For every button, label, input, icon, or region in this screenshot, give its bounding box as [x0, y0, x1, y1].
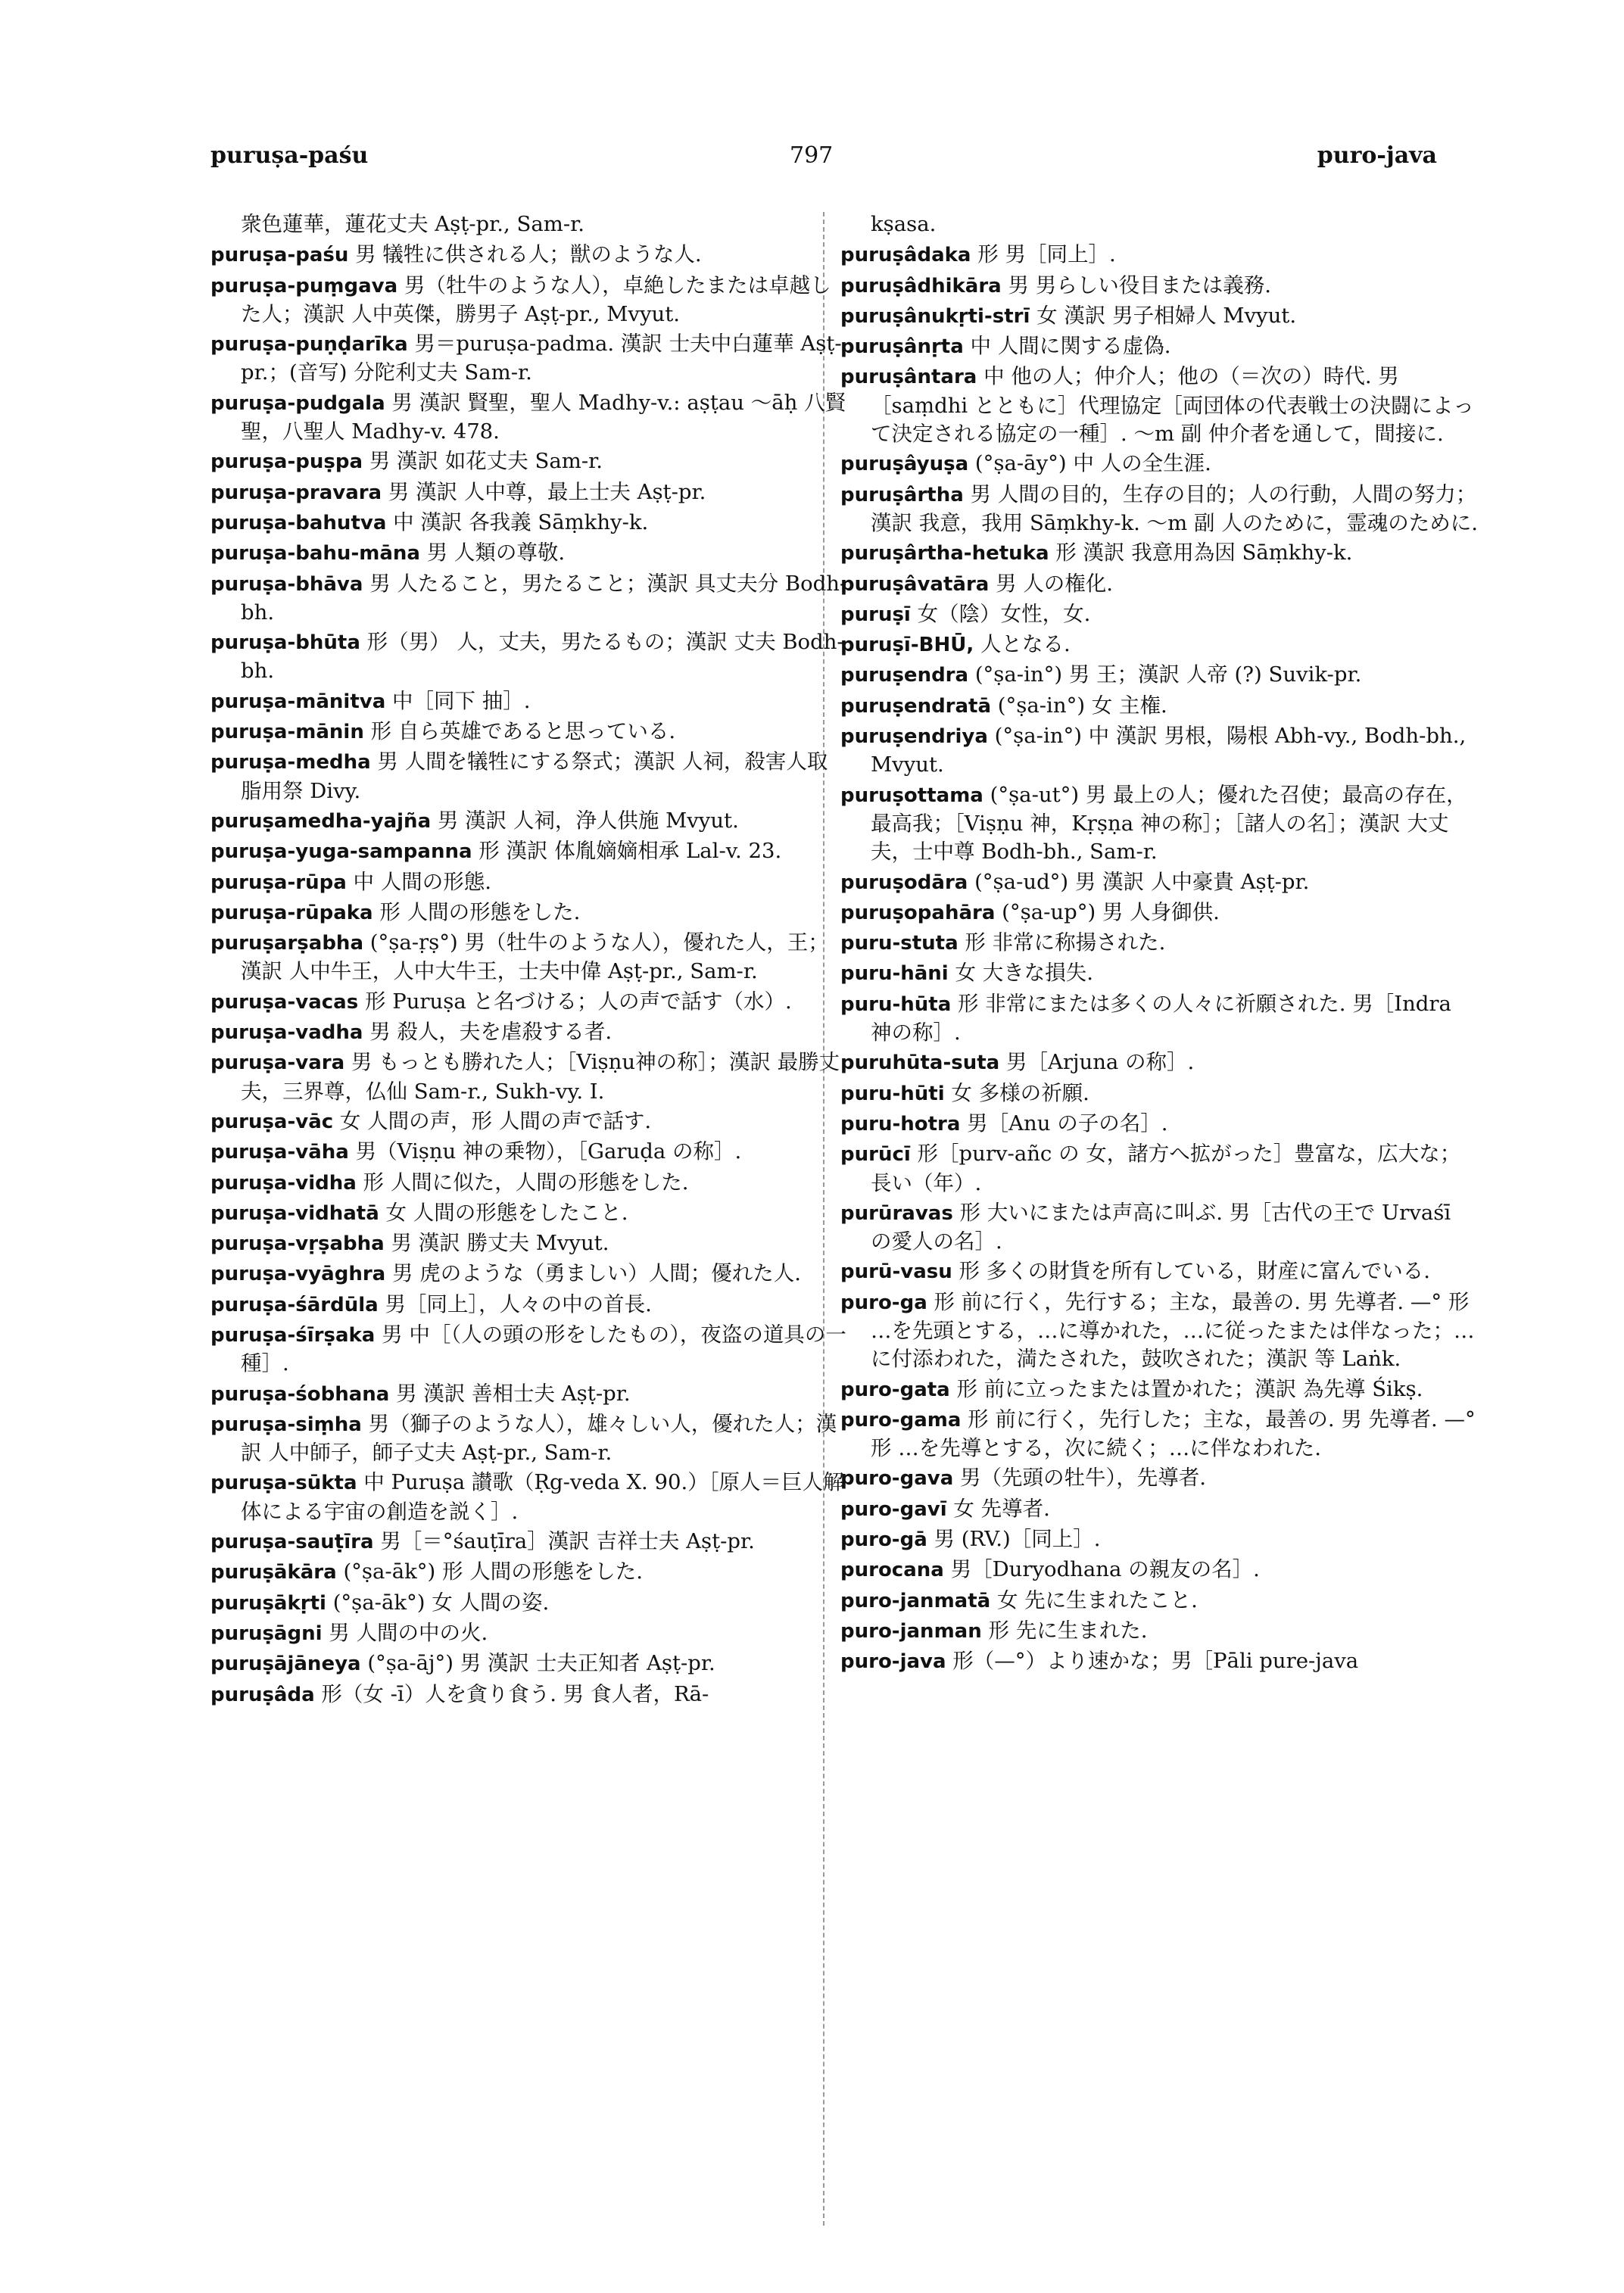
- definition: 女 人間の声，形 人間の声で話す.: [339, 1108, 652, 1133]
- dictionary-entry: [210, 1681, 848, 1709]
- headword: puruṣa-vadha: [210, 1021, 363, 1045]
- definition: 形 非常に称揚された.: [965, 930, 1166, 955]
- definition: 形 男［同上］.: [977, 242, 1116, 267]
- dictionary-entry: [840, 1617, 1478, 1646]
- definition: (°ṣa-ṛṣ°) 男（牡牛のような人），優れた人，王；漢訳 人中牛王，人中大牛王，士夫中偉 Aṣṭ-pr., Sam-r.: [241, 930, 829, 984]
- dictionary-entry: [210, 1229, 848, 1258]
- headword: puruṣânukṛti-strī: [840, 304, 1030, 328]
- headword: puruṣa-bahu-māna: [210, 542, 420, 565]
- dictionary-entry: [840, 363, 1478, 448]
- headword: puruṣa-pudgala: [210, 391, 385, 415]
- headword: puruṣa-mānin: [210, 721, 364, 744]
- definition: 人となる.: [980, 632, 1071, 657]
- dictionary-entry: [210, 478, 848, 507]
- headword: puruṣa-śobhana: [210, 1382, 390, 1406]
- headword: puro-gata: [840, 1378, 950, 1401]
- definition: 男 犠牲に供される人；獣のような人.: [355, 242, 702, 267]
- definition: (°ṣa-āj°) 男 漢訳 士夫正知者 Aṣṭ-pr.: [367, 1651, 715, 1676]
- definition: (°ṣa-ut°) 男 最上の人；優れた召使；最高の存在，最高我；［Viṣṇu 神，Kṛṣṇa 神の称］；［諸人の名］；漢訳 大丈夫，士中尊 Bodh-bh., Sam-r.: [871, 782, 1467, 865]
- headword: puruṣa-bhāva: [210, 572, 363, 596]
- dictionary-entry: [210, 1380, 848, 1409]
- headword: puruṣarṣabha: [210, 932, 363, 955]
- page-number: 797: [790, 142, 834, 169]
- definition: 中 人間の形態.: [353, 869, 491, 894]
- headword: puro-janmatā: [840, 1589, 991, 1612]
- headword: puruṣopahāra: [840, 901, 996, 924]
- headword: puruṣa-vyāghra: [210, 1263, 386, 1286]
- dictionary-entry: [210, 539, 848, 568]
- headword: puruṣendratā: [840, 694, 992, 718]
- headword: puro-janman: [840, 1619, 982, 1643]
- definition: 形（女 -ī）人を貪り食う. 男 食人者，Rā-: [321, 1681, 709, 1706]
- dictionary-entry: [840, 1199, 1478, 1257]
- headword: purocana: [840, 1559, 944, 1582]
- definition: kṣasa.: [871, 212, 937, 236]
- definition: 形 多くの財貨を所有している，財産に富んでいる.: [959, 1259, 1430, 1284]
- definition: 中 他の人；仲介人；他の（＝次の）時代. 男［saṃdhi とともに］代理協定［両団体の代表戦士の決闘によって決定される協定の一種］. ～m 副 仲介者を通して，間接に.: [871, 364, 1474, 447]
- dictionary-entry: [210, 1619, 848, 1648]
- dictionary-entry: [210, 330, 848, 388]
- definition: 男（Viṣṇu 神の乗物），［Garuḍa の称］.: [355, 1139, 742, 1164]
- definition: 男［同上］，人々の中の首長.: [385, 1291, 652, 1316]
- dictionary-entry: [840, 1140, 1478, 1198]
- headword: puru-hotra: [840, 1112, 961, 1136]
- dictionary-entry: [840, 661, 1478, 690]
- definition: (°ṣa-in°) 女 主権.: [997, 693, 1167, 718]
- dictionary-entry: [840, 1288, 1478, 1374]
- definition: 形 前に行く，先行する；主な，最善の. 男 先導者. —° 形 …を先頭とする，…に導かれた，…に従ったまたは伴なった；…に付添われた，満たされた，鼓吹された；漢訳 等 Laṅk.: [871, 1289, 1475, 1372]
- definition: 形 人間に似た，人間の形態をした.: [363, 1170, 689, 1195]
- definition: 男 人の権化.: [996, 571, 1114, 596]
- definition: 形 漢訳 我意用為因 Sāṃkhy-k.: [1055, 541, 1353, 565]
- dictionary-entry: [840, 1556, 1478, 1584]
- headword: puruṣa-paśu: [210, 244, 349, 267]
- definition: 形 大いにまたは声高に叫ぶ. 男［古代の王で Urvaśī の愛人の名］.: [871, 1200, 1451, 1254]
- definition: 男 虎のような（勇ましい）人間；優れた人.: [391, 1261, 801, 1286]
- definition: 男 漢訳 勝丈夫 Mvyut.: [391, 1231, 609, 1256]
- definition: 男 人類の尊敬.: [426, 541, 566, 565]
- headword: puruṣa-vara: [210, 1051, 345, 1075]
- definition: 男［Arjuna の称］.: [1005, 1050, 1195, 1075]
- definition: 男［Duryodhana の親友の名］.: [950, 1557, 1260, 1582]
- definition: 中 漢訳 各我義 Sāṃkhy-k.: [393, 509, 649, 534]
- dictionary-entry: [210, 1528, 848, 1556]
- headword: puro-ga: [840, 1291, 927, 1314]
- headword: puruhūta-suta: [840, 1051, 1000, 1075]
- dictionary-entry: [210, 868, 848, 897]
- headword: puruṣendriya: [840, 725, 988, 749]
- definition: (°ṣa-āy°) 中 人の全生涯.: [974, 451, 1211, 476]
- dictionary-entry: [210, 1469, 848, 1526]
- headword: puruṣendra: [840, 664, 969, 687]
- dictionary-entry: [840, 781, 1478, 867]
- dictionary-entry: [210, 1589, 848, 1618]
- headword: puruṣârtha-hetuka: [840, 542, 1049, 565]
- dictionary-entry: [840, 1375, 1478, 1404]
- definition: 形（—°）より速かな；男［Pāli pure-java: [952, 1649, 1359, 1674]
- headword: purū-vasu: [840, 1260, 952, 1284]
- dictionary-entry: [210, 447, 848, 476]
- definition: 男［Anu の子の名］.: [967, 1111, 1168, 1136]
- definition: 男 漢訳 賢聖，聖人 Madhy-v.: aṣṭau ～āḥ 八賢聖，八聖人 Madhy-v. 478.: [241, 390, 846, 444]
- definition: 男（牡牛のような人），卓絶したまたは卓越した人；漢訳 人中英傑，勝男子 Aṣṭ-pr., Mvyut.: [241, 273, 831, 326]
- dictionary-entry: [210, 1558, 848, 1587]
- definition: 男 漢訳 人祠，浄人供施 Mvyut.: [437, 808, 739, 833]
- definition: 男（獅子のような人），雄々しい人，優れた人；漢訳 人中師子，師子丈夫 Aṣṭ-pr., Sam-r.: [241, 1411, 837, 1466]
- dictionary-entry: [840, 570, 1478, 599]
- headword: puruṣa-mānitva: [210, 690, 386, 713]
- definition: 男 男らしい役目または義務.: [1008, 273, 1271, 298]
- headword: puruṣottama: [840, 784, 983, 807]
- headword: puruṣâvatāra: [840, 572, 990, 596]
- dictionary-entry: [840, 1257, 1478, 1286]
- dictionary-entry: [840, 1080, 1478, 1108]
- dictionary-entry: [840, 539, 1478, 568]
- headword: puruṣânṛta: [840, 335, 964, 359]
- definition: 女 人間の形態をしたこと.: [385, 1200, 628, 1225]
- dictionary-entry: [210, 687, 848, 716]
- definition: 中［同下 抽］.: [392, 688, 531, 713]
- definition: 男 漢訳 善相士夫 Aṣṭ-pr.: [396, 1381, 631, 1406]
- headword: puruṣa-vāc: [210, 1110, 334, 1133]
- headword: puruṣa-vāha: [210, 1141, 349, 1164]
- header-left-guideword: puruṣa-paśu: [210, 142, 369, 169]
- headword: puruṣa-puṇḍarīka: [210, 333, 408, 357]
- dictionary-entry: [840, 600, 1478, 629]
- dictionary-entry: [840, 302, 1478, 331]
- definition: 形 非常にまたは多くの人々に祈願された. 男［Indra 神の称］.: [871, 991, 1451, 1045]
- headword: puruṣâdaka: [840, 244, 971, 267]
- dictionary-entry: [840, 1647, 1478, 1676]
- definition: (°ṣa-in°) 中 漢訳 男根，陽根 Abh-vy., Bodh-bh., Mvyut.: [871, 724, 1467, 777]
- dictionary-entry: [210, 899, 848, 927]
- headword: puruṣa-sauṭīra: [210, 1531, 374, 1554]
- dictionary-entry: [210, 718, 848, 746]
- headword: puro-gavī: [840, 1497, 947, 1521]
- definition: 男 中［（人の頭の形をしたもの），夜盗の道具の一種］.: [241, 1322, 846, 1376]
- definition: 女 多様の祈願.: [951, 1080, 1089, 1105]
- headword: puruṣa-rūpaka: [210, 901, 373, 924]
- dictionary-entry: [210, 1138, 848, 1167]
- dictionary-entry: [840, 1406, 1478, 1463]
- dictionary-entry: [210, 837, 848, 866]
- dictionary-entry: [840, 1525, 1478, 1554]
- definition: 男 人たること，男たること；漢訳 具丈夫分 Bodh-bh.: [241, 571, 847, 625]
- definition: 衆色蓮華，蓮花丈夫 Aṣṭ-pr., Sam-r.: [241, 212, 584, 236]
- definition: 形 漢訳 体胤嫡嫡相承 Lal-v. 23.: [478, 839, 782, 864]
- dictionary-entry: [210, 1199, 848, 1228]
- headword: puruṣa-vidhatā: [210, 1201, 379, 1225]
- dictionary-entry: [210, 1650, 848, 1678]
- headword: puruṣāgni: [210, 1622, 323, 1645]
- dictionary-entry: [210, 748, 848, 805]
- dictionary-entry: [840, 929, 1478, 958]
- definition: 女 先導者.: [953, 1496, 1050, 1521]
- definition: 女 大きな損失.: [955, 961, 1093, 986]
- definition: 男 もっとも勝れた人；［Viṣṇu神の称］；漢訳 最勝丈夫，三界尊，仏仙 Sam-r., Sukh-vy. I.: [241, 1050, 840, 1104]
- dictionary-entry: [210, 570, 848, 628]
- dictionary-entry: [210, 241, 848, 269]
- definition: 男 人間を犠牲にする祭式；漢訳 人祠，殺害人取脂用祭 Divy.: [241, 749, 828, 803]
- headword: puruṣa-pravara: [210, 481, 382, 504]
- dictionary-entry: [840, 899, 1478, 927]
- headword: puruṣājāneya: [210, 1653, 361, 1676]
- header-right-guideword: puro-java: [1317, 142, 1437, 169]
- left-column: [210, 210, 848, 1711]
- dictionary-entry: [840, 272, 1478, 301]
- definition: 男 殺人，夫を虐殺する者.: [369, 1020, 613, 1045]
- definition: (°ṣa-up°) 男 人身御供.: [1002, 899, 1220, 924]
- headword: puruṣa-śārdūla: [210, 1293, 379, 1316]
- definition: 男 漢訳 人中尊，最上士夫 Aṣṭ-pr.: [388, 479, 706, 504]
- definition: 男 (RV.)［同上］.: [934, 1527, 1101, 1552]
- headword: puruṣī-BHŪ,: [840, 634, 974, 657]
- dictionary-entry: [210, 272, 848, 329]
- headword: puruṣodāra: [840, 871, 968, 894]
- headword: puruṣa-yuga-sampanna: [210, 840, 472, 864]
- headword: puruṣa-sūkta: [210, 1472, 357, 1495]
- definition: 形［purv-añc の 女，諸方へ拡がった］豊富な，広大な；長い（年）.: [871, 1142, 1461, 1195]
- dictionary-entry: [210, 1108, 848, 1136]
- dictionary-entry: [210, 1321, 848, 1379]
- dictionary-entry: [840, 959, 1478, 988]
- headword: puro-gama: [840, 1408, 962, 1432]
- headword: puruṣa-bahutva: [210, 511, 387, 534]
- dictionary-entry: [210, 807, 848, 836]
- headword: puru-hūti: [840, 1082, 945, 1105]
- headword: puro-gā: [840, 1528, 927, 1552]
- dictionary-entry: [840, 1110, 1478, 1139]
- dictionary-entry: [210, 988, 848, 1017]
- dictionary-entry: [210, 1410, 848, 1468]
- right-column: [840, 210, 1478, 1678]
- definition: 男 人間の中の火.: [329, 1620, 488, 1645]
- headword: puruṣākṛti: [210, 1591, 326, 1615]
- dictionary-entry: [210, 389, 848, 447]
- dictionary-entry: [840, 450, 1478, 478]
- headword: puruṣa-vacas: [210, 990, 359, 1014]
- headword: puru-hūta: [840, 992, 952, 1016]
- headword: puruṣa-rūpa: [210, 871, 347, 894]
- dictionary-entry: [210, 1260, 848, 1288]
- dictionary-entry: [210, 929, 848, 986]
- definition: 男＝puruṣa-padma. 漢訳 士夫中白蓮華 Aṣṭ-pr.；(音写) 分陀利丈夫 Sam-r.: [241, 332, 842, 385]
- definition: 男 漢訳 如花丈夫 Sam-r.: [369, 449, 603, 474]
- dictionary-entry: [210, 1018, 848, 1047]
- headword: puruṣa-puṃgava: [210, 274, 398, 298]
- headword: puruṣâda: [210, 1683, 315, 1706]
- dictionary-entry: [840, 241, 1478, 269]
- dictionary-entry: [840, 1495, 1478, 1524]
- definition: 形（男） 人，丈夫，男たるもの；漢訳 丈夫 Bodh-bh.: [241, 630, 844, 684]
- headword: puruṣa-puṣpa: [210, 450, 363, 474]
- dictionary-entry: [840, 210, 1478, 239]
- dictionary-entry: [210, 628, 848, 686]
- definition: (°ṣa-in°) 男 王；漢訳 人帝 (?) Suvik-pr.: [974, 662, 1362, 687]
- headword: puruṣâdhikāra: [840, 274, 1002, 298]
- headword: puruṣa-vidha: [210, 1171, 357, 1195]
- definition: (°ṣa-āk°) 形 人間の形態をした.: [343, 1559, 643, 1584]
- dictionary-entry: [210, 1291, 848, 1319]
- dictionary-entry: [840, 481, 1478, 538]
- definition: 男 人間の目的，生存の目的；人の行動，人間の努力；漢訳 我意，我用 Sāṃkhy-k. ～m 副 人のために，霊魂のために.: [871, 481, 1478, 535]
- headword: puro-java: [840, 1650, 946, 1674]
- headword: puruṣī: [840, 603, 911, 626]
- headword: purūcī: [840, 1143, 911, 1167]
- dictionary-entry: [210, 1169, 848, 1198]
- headword: puro-gava: [840, 1467, 954, 1491]
- headword: puruṣa-śīrṣaka: [210, 1323, 376, 1347]
- headword: purūravas: [840, 1201, 953, 1225]
- headword: puruṣâyuṣa: [840, 453, 969, 476]
- definition: 女（陰）女性，女.: [917, 601, 1091, 626]
- headword: puruṣârtha: [840, 483, 964, 506]
- definition: 形 前に行く，先行した；主な，最善の. 男 先導者. —° 形 …を先導とする，次に続く；…に伴なわれた.: [871, 1407, 1476, 1461]
- dictionary-entry: [840, 990, 1478, 1048]
- definition: 形 自ら英雄であると思っている.: [370, 719, 676, 744]
- headword: puruṣa-vṛṣabha: [210, 1232, 385, 1256]
- headword: puruṣântara: [840, 366, 977, 389]
- dictionary-entry: [840, 332, 1478, 361]
- dictionary-entry: [840, 722, 1478, 780]
- headword: puruṣamedha-yajña: [210, 809, 432, 833]
- definition: 形 先に生まれた.: [988, 1618, 1148, 1643]
- definition: 形 人間の形態をした.: [379, 899, 581, 924]
- definition: 女 先に生まれたこと.: [996, 1587, 1198, 1612]
- dictionary-entry: [210, 509, 848, 537]
- dictionary-entry: [840, 1587, 1478, 1615]
- dictionary-entry: [840, 1464, 1478, 1493]
- headword: puruṣa-bhūta: [210, 631, 360, 655]
- definition: 形 Puruṣa と名づける；人の声で話す（水）.: [364, 989, 792, 1014]
- definition: 形 前に立ったまたは置かれた；漢訳 為先導 Śikṣ.: [956, 1376, 1423, 1401]
- headword: puruṣākāra: [210, 1561, 337, 1584]
- dictionary-entry: [840, 868, 1478, 897]
- headword: puru-hāni: [840, 962, 949, 986]
- dictionary-entry: [840, 1048, 1478, 1077]
- definition: 男（先頭の牡牛），先導者.: [960, 1466, 1206, 1491]
- definition: 中 人間に関する虚偽.: [970, 334, 1171, 359]
- definition: (°ṣa-ud°) 男 漢訳 人中豪貴 Aṣṭ-pr.: [974, 869, 1310, 894]
- definition: (°ṣa-āk°) 女 人間の姿.: [332, 1590, 550, 1615]
- headword: puru-stuta: [840, 932, 959, 955]
- dictionary-entry: [840, 692, 1478, 721]
- headword: puruṣa-medha: [210, 751, 371, 774]
- dictionary-entry: [840, 631, 1478, 659]
- definition: 女 漢訳 男子相婦人 Mvyut.: [1036, 303, 1297, 328]
- dictionary-entry: [210, 210, 848, 239]
- definition: 中 Puruṣa 讃歌（Ṛg-veda X. 90.）［原人＝巨人解体による宇宙の創造を説く］.: [241, 1470, 844, 1524]
- headword: puruṣa-siṃha: [210, 1413, 362, 1436]
- dictionary-entry: [210, 1048, 848, 1106]
- definition: 男［＝°śauṭīra］漢訳 吉祥士夫 Aṣṭ-pr.: [380, 1529, 755, 1554]
